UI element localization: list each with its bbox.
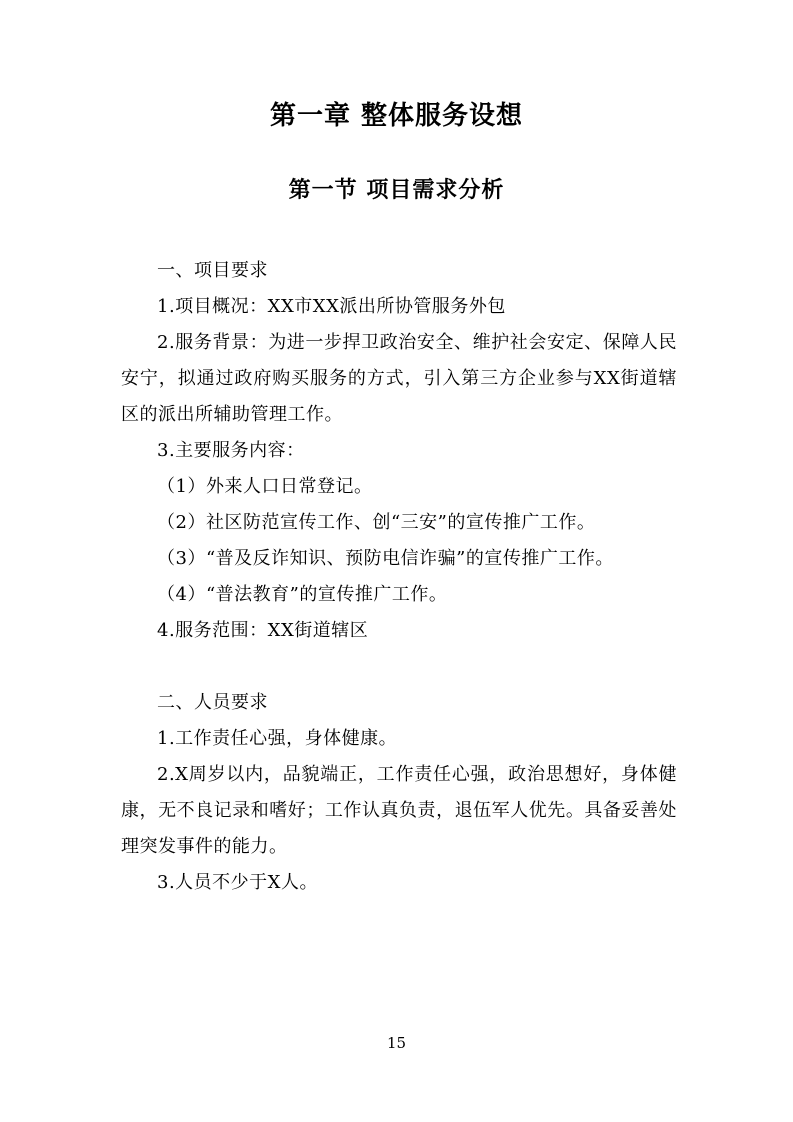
paragraph-service-scope: 4.服务范围：XX街道辖区: [157, 620, 369, 641]
section-title: 第一节 项目需求分析: [288, 177, 505, 203]
paragraph-service-item-1: （1）外来人口日常登记。: [157, 476, 373, 497]
document-body: [121, 253, 677, 901]
paragraph-spacer: [121, 649, 677, 685]
chapter-title: 第一章 整体服务设想: [269, 101, 524, 131]
page-number: 15: [386, 1034, 407, 1052]
paragraph-main-services: 3.主要服务内容：: [157, 440, 305, 461]
paragraph-project-overview: 1.项目概况：XX市XX派出所协管服务外包: [157, 296, 506, 317]
paragraph-staff-requirement-3: 3.人员不少于X人。: [157, 872, 318, 893]
paragraph-service-item-3: （3）“普及反诈知识、预防电信诈骗”的宣传推广工作。: [157, 548, 614, 569]
paragraph-staff-requirement-2: 2.X周岁以内，品貌端正，工作责任心强，政治思想好，身体健康，无不良记录和嗜好；工作认真负责，退伍军人优先。具备妥善处理突发事件的能力。: [121, 764, 677, 857]
paragraph-service-item-2: （2）社区防范宣传工作、创“三安”的宣传推广工作。: [157, 512, 596, 533]
paragraph-staff-requirement-1: 1.工作责任心强，身体健康。: [157, 728, 398, 749]
heading-project-requirements: 一、项目要求: [157, 260, 268, 281]
paragraph-service-background: 2.服务背景：为进一步捍卫政治安全、维护社会安定、保障人民安宁，拟通过政府购买服务的方式，引入第三方企业参与XX街道辖区的派出所辅助管理工作。: [121, 332, 677, 425]
paragraph-service-item-4: （4）“普法教育”的宣传推广工作。: [157, 584, 448, 605]
heading-staff-requirements: 二、人员要求: [157, 692, 268, 713]
